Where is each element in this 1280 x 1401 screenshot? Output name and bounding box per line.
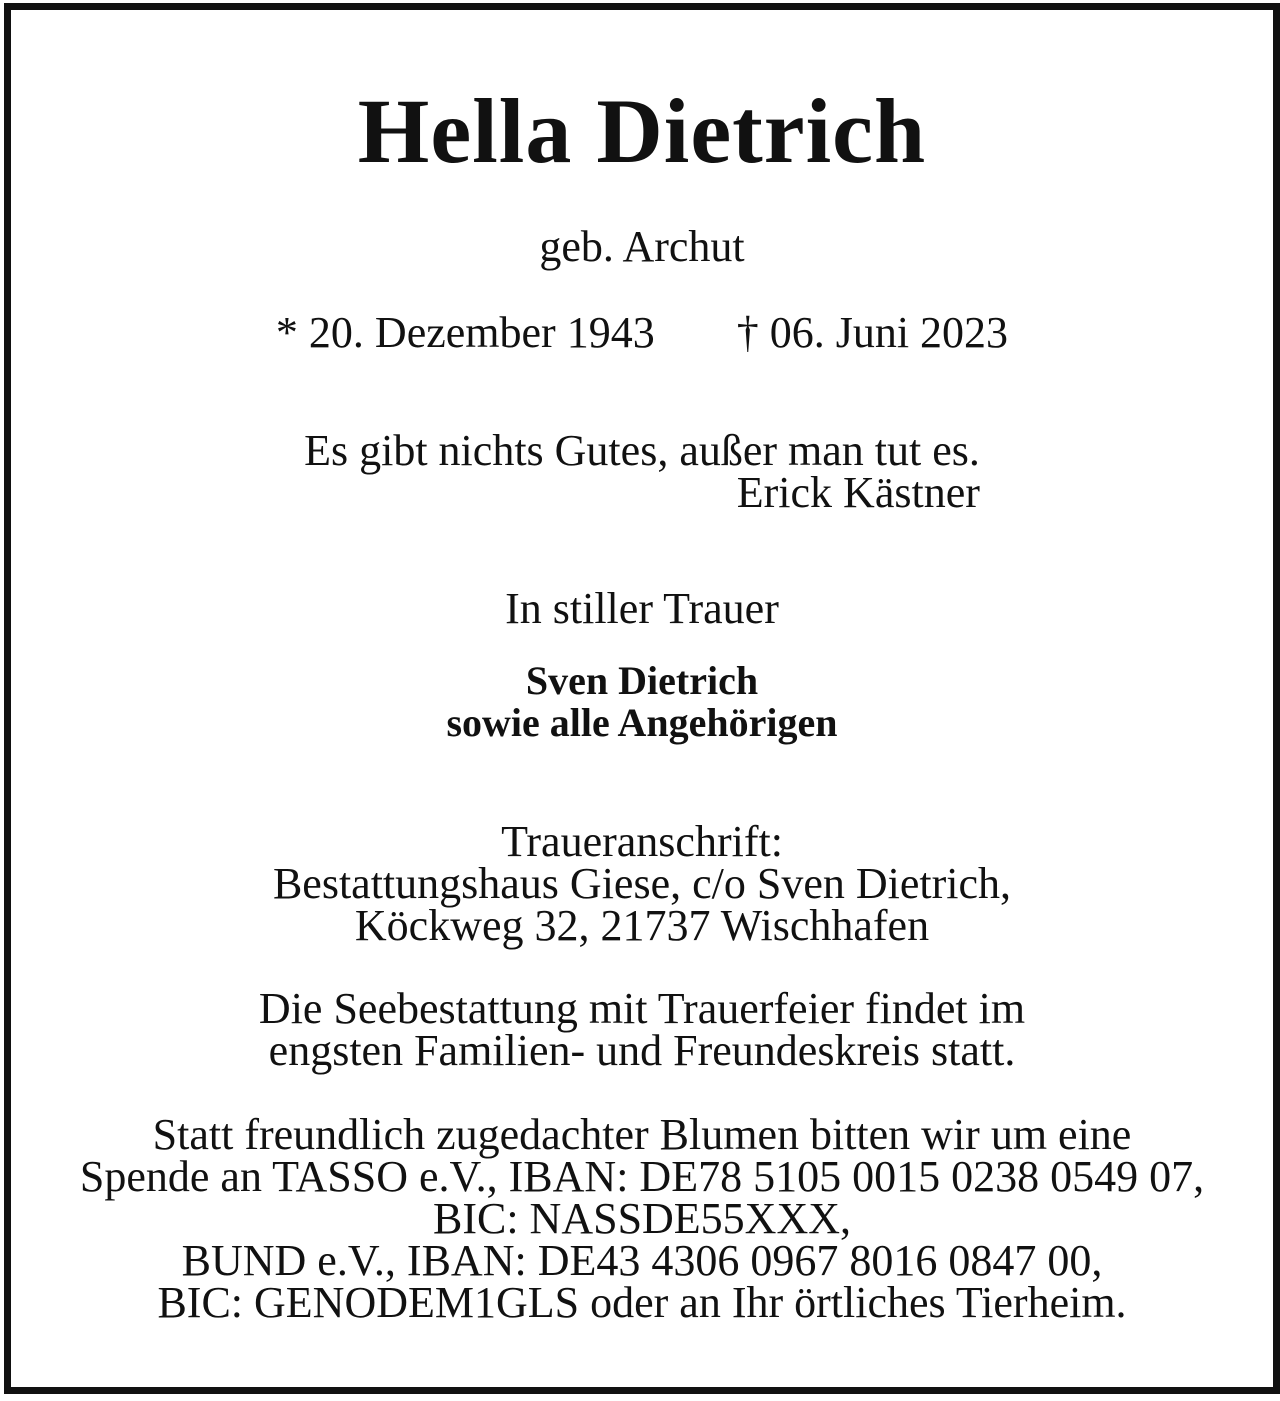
death-date: † 06. Juni 2023 [736,308,1009,357]
donation-line: BIC: NASSDE55XXX, [432,1194,852,1243]
obituary-frame [4,3,1280,1394]
signer-line: sowie alle Angehörigen [446,700,838,745]
birth-date: * 20. Dezember 1943 [275,308,655,357]
birth-name: geb. Archut [539,222,745,271]
ceremony-note [11,984,1273,1075]
donation-line: BIC: GENODEM1GLS oder an Ihr örtliches Tierheim. [157,1278,1127,1327]
mourning-intro: In stiller Trauer [505,584,779,633]
donation-line: BUND e.V., IBAN: DE43 4306 0967 8016 0847 00, [181,1236,1103,1285]
donation-line: Spende an TASSO e.V., IBAN: DE78 5105 0015 0238 0549 07, [79,1152,1205,1201]
deceased-name: Hella Dietrich [357,80,927,182]
quote-author: Erick Kästner [736,468,980,517]
donation-line: Statt freundlich zugedachter Blumen bitten wir um eine [152,1110,1132,1159]
ceremony-line: Die Seebestattung mit Trauerfeier findet im [258,984,1026,1033]
signer-line: Sven Dietrich [525,658,759,703]
mourning-address [11,817,1273,950]
address-line: Traueranschrift: [501,817,783,866]
address-line: Köckweg 32, 21737 Wischhafen [354,901,930,950]
donation-request [11,1110,1273,1327]
life-dates [11,308,1273,357]
quote [11,426,1273,517]
signers [11,660,1273,744]
ceremony-line: engsten Familien- und Freundeskreis statt. [268,1026,1016,1075]
quote-text: Es gibt nichts Gutes, außer man tut es. [304,426,980,475]
address-line: Bestattungshaus Giese, c/o Sven Dietrich, [272,859,1012,908]
